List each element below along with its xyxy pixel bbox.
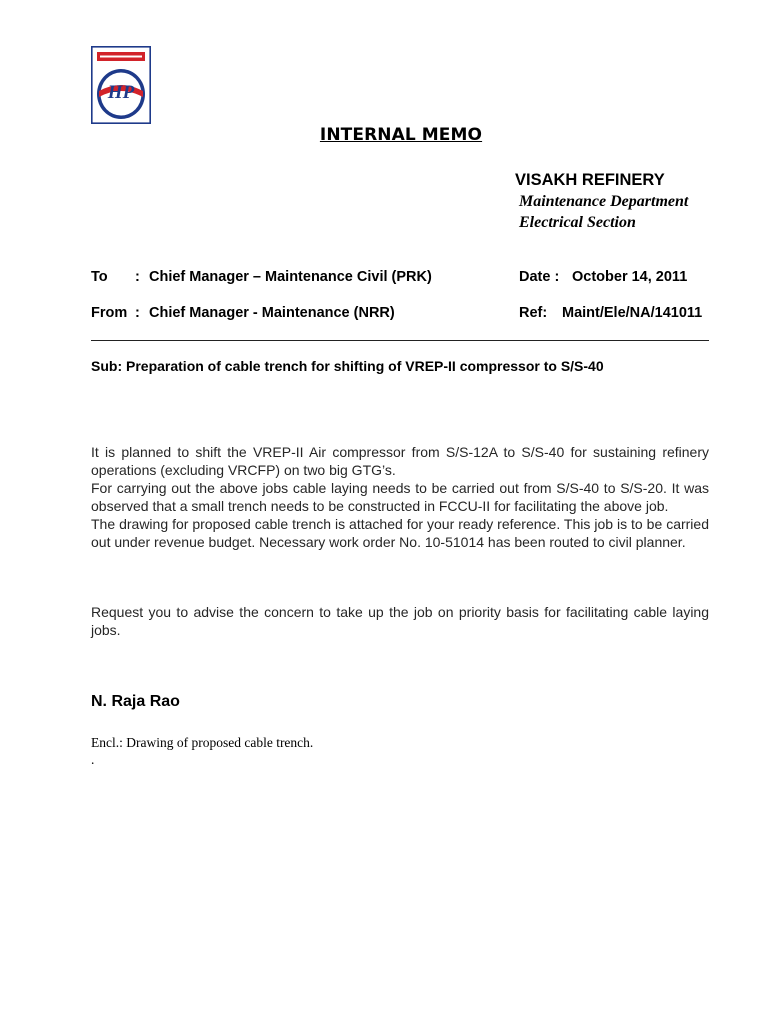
trailing-mark: .: [91, 752, 95, 767]
request-paragraph: Request you to advise the concern to take up the job on priority basis for facilitating cable laying jobs.: [91, 604, 709, 638]
body-paragraph: It is planned to shift the VREP-II Air compressor from S/S-12A to S/S-40 for sustaining refinery operations (excluding VRCFP) on two big GTG’s.: [91, 444, 709, 478]
body-paragraph: For carrying out the above jobs cable laying needs to be carried out from S/S-40 to S/S-20. It was observed that a small trench needs to be constructed in FCCU-II for facilitating the above job.: [91, 480, 709, 514]
department-name: Maintenance Department: [519, 193, 689, 210]
date-value: October 14, 2011: [572, 269, 688, 285]
from-sender: Chief Manager - Maintenance (NRR): [149, 305, 395, 321]
date-label: Date :: [519, 269, 560, 285]
memo-title: INTERNAL MEMO: [319, 125, 483, 145]
memo-subject: Sub: Preparation of cable trench for shifting of VREP-II compressor to S/S-40: [91, 358, 604, 374]
memo-body: [91, 443, 709, 551]
ref-value: Maint/Ele/NA/141011: [562, 305, 703, 321]
enclosure-note: Encl.: Drawing of proposed cable trench.: [91, 735, 314, 750]
header-divider: [91, 340, 709, 341]
signatory-name: N. Raja Rao: [91, 693, 180, 710]
body-paragraph: The drawing for proposed cable trench is attached for your ready reference. This job is to be carried out under revenue budget. Necessary work order No. 10-51014 has been routed to civil planner.: [91, 516, 709, 550]
hp-logo-icon: [91, 46, 151, 124]
to-label: To: [91, 269, 108, 285]
ref-label: Ref:: [519, 305, 548, 321]
logo-lettering: HP: [107, 82, 135, 103]
section-name: Electrical Section: [519, 214, 636, 231]
from-separator: :: [135, 305, 140, 321]
to-separator: :: [135, 269, 140, 285]
organization-name: VISAKH REFINERY: [515, 171, 665, 189]
memo-request: [91, 603, 709, 639]
from-label: From: [91, 305, 128, 321]
to-recipient: Chief Manager – Maintenance Civil (PRK): [149, 269, 432, 285]
